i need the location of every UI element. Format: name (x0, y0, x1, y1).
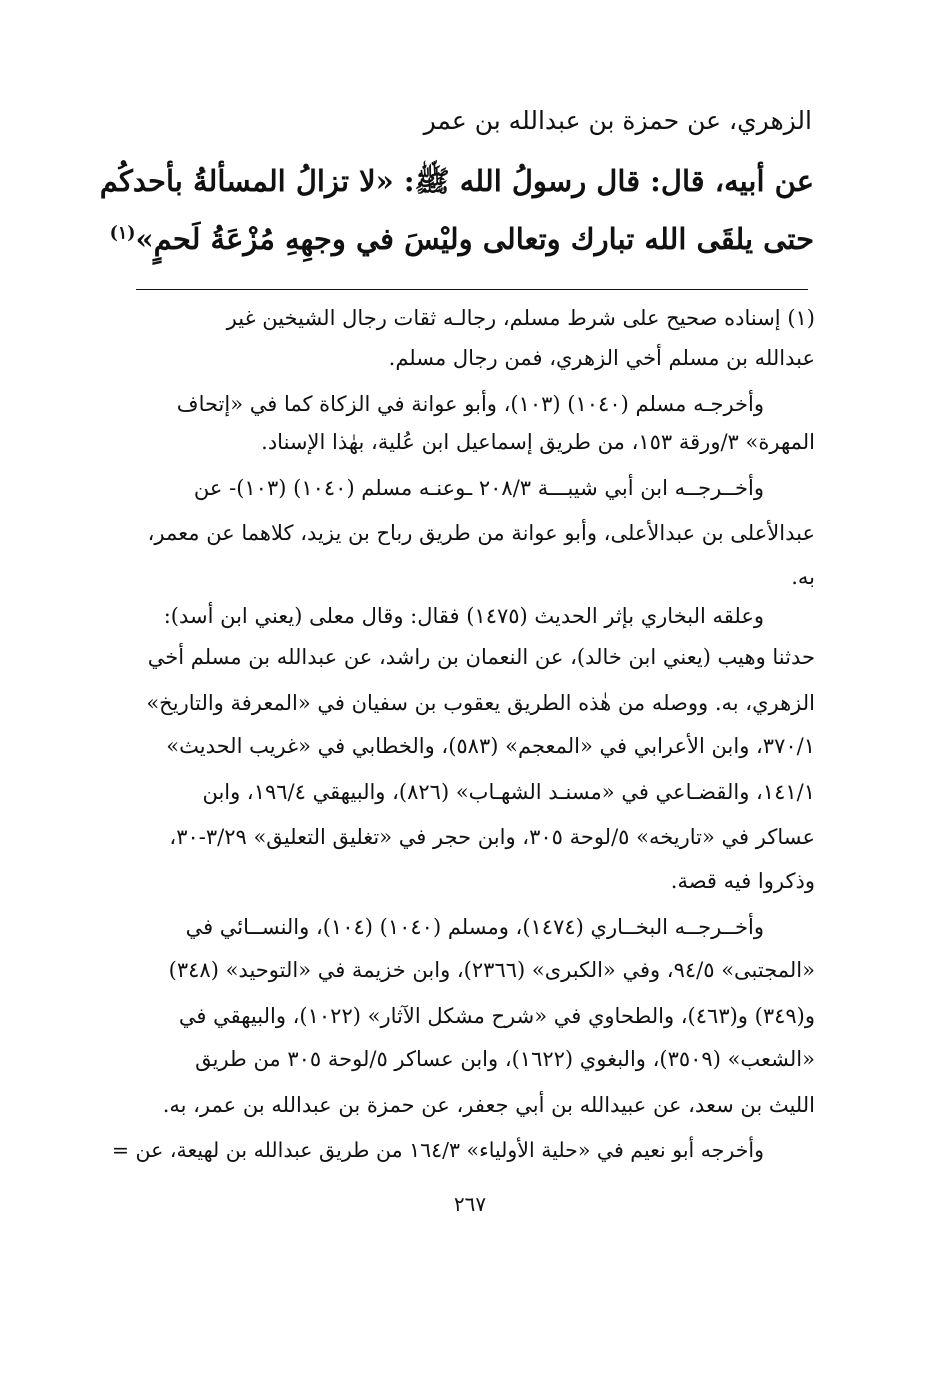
page-number: ٢٦٧ (453, 1192, 487, 1216)
footnote-line: ١٤١/١، والقضـاعي في «مسنـد الشهـاب» (٨٢٦)، والبيهقي ١٩٦/٤، وابن (202, 780, 815, 804)
footnote-line: «الشعب» (٣٥٠٩)، والبغوي (١٦٢٢)، وابن عساكر ٥/لوحة ٣٠٥ من طريق (195, 1047, 815, 1071)
footnote-line: عبدالأعلى بن عبدالأعلى، وأبو عوانة من طريق رباح بن يزيد، كلاهما عن معمر، (147, 521, 815, 545)
footnote-line: «المجتبى» ٩٤/٥، وفي «الكبرى» (٢٣٦٦)، وابن خزيمة في «التوحيد» (٣٤٨) (168, 958, 815, 982)
footnote-line: المهرة» ٣/ورقة ١٥٣، من طريق إسماعيل ابن عُلية، بهٰذا الإسناد. (261, 430, 815, 454)
footnote-line: الليث بن سعد، عن عبيدالله بن أبي جعفر، عن حمزة بن عبدالله بن عمر، به. (162, 1093, 815, 1117)
hadith-text-line-2-text: حتى يلقَى الله تبارك وتعالى وليْسَ في وجهِهِ مُزْعَةُ لَحمٍ» (135, 222, 814, 256)
footnote-line: وأخــرجــه البخــاري (١٤٧٤)، ومسلم (١٠٤٠) (١٠٤)، والنســائي في (185, 915, 764, 939)
footnote-line: به. (791, 565, 815, 589)
footnote-line: ٣٧٠/١، وابن الأعرابي في «المعجم» (٥٨٣)، والخطابي في «غريب الحديث» (166, 734, 815, 758)
footnote-line: عساكر في «تاريخه» ٥/لوحة ٣٠٥، وابن حجر في «تغليق التعليق» ٣/٢٩-٣٠، (169, 825, 815, 849)
footnote-separator (136, 289, 808, 290)
footnote-line: وأخرجـه مسلم (١٠٤٠) (١٠٣)، وأبو عوانة في الزكاة كما في «إتحاف (176, 392, 764, 416)
footnote-line: و(٣٤٩) و(٤٦٣)، والطحاوي في «شرح مشكل الآثار» (١٠٢٢)، والبيهقي في (178, 1004, 815, 1028)
hadith-text-line-1: عن أبيه، قال: قال رسولُ الله ﷺ: «لا تزالُ المسألةُ بأحدكُم (99, 164, 814, 198)
footnote-marker: (١) (109, 223, 136, 244)
footnote-line: حدثنا وهيب (يعني ابن خالد)، عن النعمان بن راشد، عن عبدالله بن مسلم أخي (147, 645, 815, 669)
footnote-line: الزهري، به. ووصله من هٰذه الطريق يعقوب بن سفيان في «المعرفة والتاريخ» (146, 691, 815, 715)
footnote-line: (١) إسناده صحيح على شرط مسلم، رجالـه ثقات رجال الشيخين غير (226, 306, 815, 330)
hadith-text-line-2 (110, 222, 814, 256)
footnote-line: وأخــرجــه ابن أبي شيبـــة ٢٠٨/٣ ـوعنـه مسلم (١٠٤٠) (١٠٣)- عن (193, 476, 764, 500)
footnote-line: وأخرجه أبو نعيم في «حلية الأولياء» ١٦٤/٣ من طريق عبدالله بن لهيعة، عن = (111, 1138, 764, 1162)
footnote-line: وذكروا فيه قصة. (670, 869, 815, 893)
footnote-line: عبدالله بن مسلم أخي الزهري، فمن رجال مسلم. (388, 346, 815, 370)
isnad-line: الزهري، عن حمزة بن عبدالله بن عمر (423, 106, 812, 135)
footnote-line: وعلقه البخاري بإثر الحديث (١٤٧٥) فقال: وقال معلى (يعني ابن أسد): (163, 604, 764, 628)
